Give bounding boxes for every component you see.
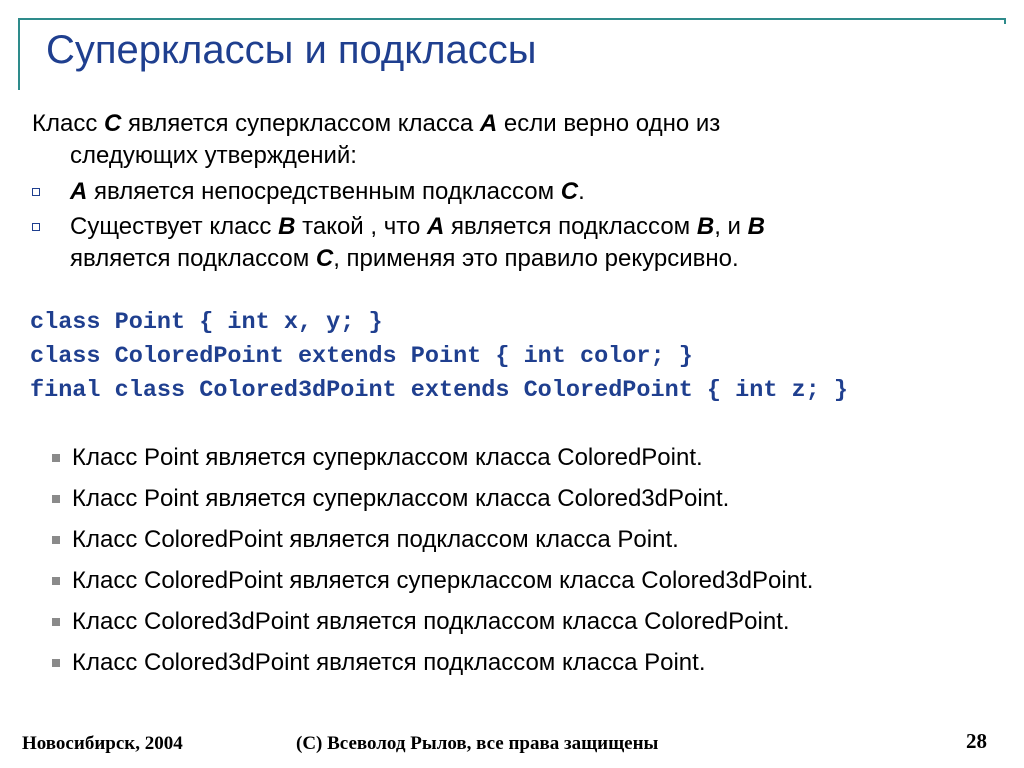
footer-copyright: (C) Всеволод Рылов, все права защищены: [296, 733, 659, 754]
fact-item: [52, 647, 813, 688]
condition-text: является подклассом: [444, 213, 697, 240]
intro-text-3: если верно одно из: [497, 110, 721, 137]
filled-square-icon: [52, 659, 60, 667]
intro-text-1: Класс: [32, 110, 104, 137]
hollow-square-icon: [32, 188, 40, 196]
code-line: class ColoredPoint extends Point { int color; }: [30, 343, 693, 370]
intro-paragraph: [32, 108, 932, 172]
title-frame-right-tick: [1004, 18, 1006, 24]
fact-text: Класс Point является суперклассом класса ColoredPoint.: [72, 444, 703, 471]
condition-text: такой , что: [295, 213, 427, 240]
condition-text: является непосредственным подклассом: [87, 178, 561, 205]
condition-class-c: C: [315, 245, 334, 272]
fact-item: [52, 524, 813, 565]
condition-class-c: C: [560, 178, 579, 205]
title-frame-top-line: [18, 18, 1006, 20]
intro-text-4: следующих утверждений:: [70, 142, 357, 169]
condition-item: [32, 176, 982, 208]
filled-square-icon: [52, 495, 60, 503]
fact-text: Класс ColoredPoint является суперклассом класса Colored3dPoint.: [72, 567, 814, 594]
condition-class-b: B: [278, 213, 296, 240]
facts-list: [52, 442, 813, 688]
condition-text: , применяя это правило рекурсивно.: [333, 245, 739, 272]
code-line: final class Colored3dPoint extends ColoredPoint { int z; }: [30, 377, 848, 404]
code-block: [30, 306, 848, 408]
title-frame-left-line: [18, 18, 20, 90]
condition-text: , и: [714, 213, 748, 240]
condition-item: [32, 211, 982, 275]
slide-title: Суперклассы и подклассы: [46, 28, 537, 72]
filled-square-icon: [52, 577, 60, 585]
intro-class-a: A: [479, 110, 498, 137]
condition-text: является подклассом: [70, 245, 316, 272]
hollow-square-icon: [32, 223, 40, 231]
condition-text: .: [578, 178, 585, 205]
condition-class-a: A: [426, 213, 445, 240]
condition-class-b: B: [696, 213, 715, 240]
filled-square-icon: [52, 536, 60, 544]
fact-text: Класс Colored3dPoint является подклассом класса Point.: [72, 649, 706, 676]
intro-text-2: является суперклассом класса: [121, 110, 480, 137]
fact-item: [52, 606, 813, 647]
code-line: class Point { int x, y; }: [30, 309, 383, 336]
fact-text: Класс ColoredPoint является подклассом класса Point.: [72, 526, 679, 553]
filled-square-icon: [52, 618, 60, 626]
filled-square-icon: [52, 454, 60, 462]
intro-class-c: C: [104, 110, 122, 137]
fact-item: [52, 483, 813, 524]
page-number: 28: [966, 729, 987, 753]
fact-text: Класс Point является суперклассом класса Colored3dPoint.: [72, 485, 730, 512]
fact-item: [52, 565, 813, 606]
condition-class-a: A: [70, 178, 88, 205]
fact-text: Класс Colored3dPoint является подклассом класса ColoredPoint.: [72, 608, 790, 635]
condition-list: [32, 176, 982, 278]
condition-class-b: B: [747, 213, 765, 240]
footer-location-year: Новосибирск, 2004: [22, 733, 183, 754]
condition-text: Существует класс: [70, 213, 279, 240]
fact-item: [52, 442, 813, 483]
